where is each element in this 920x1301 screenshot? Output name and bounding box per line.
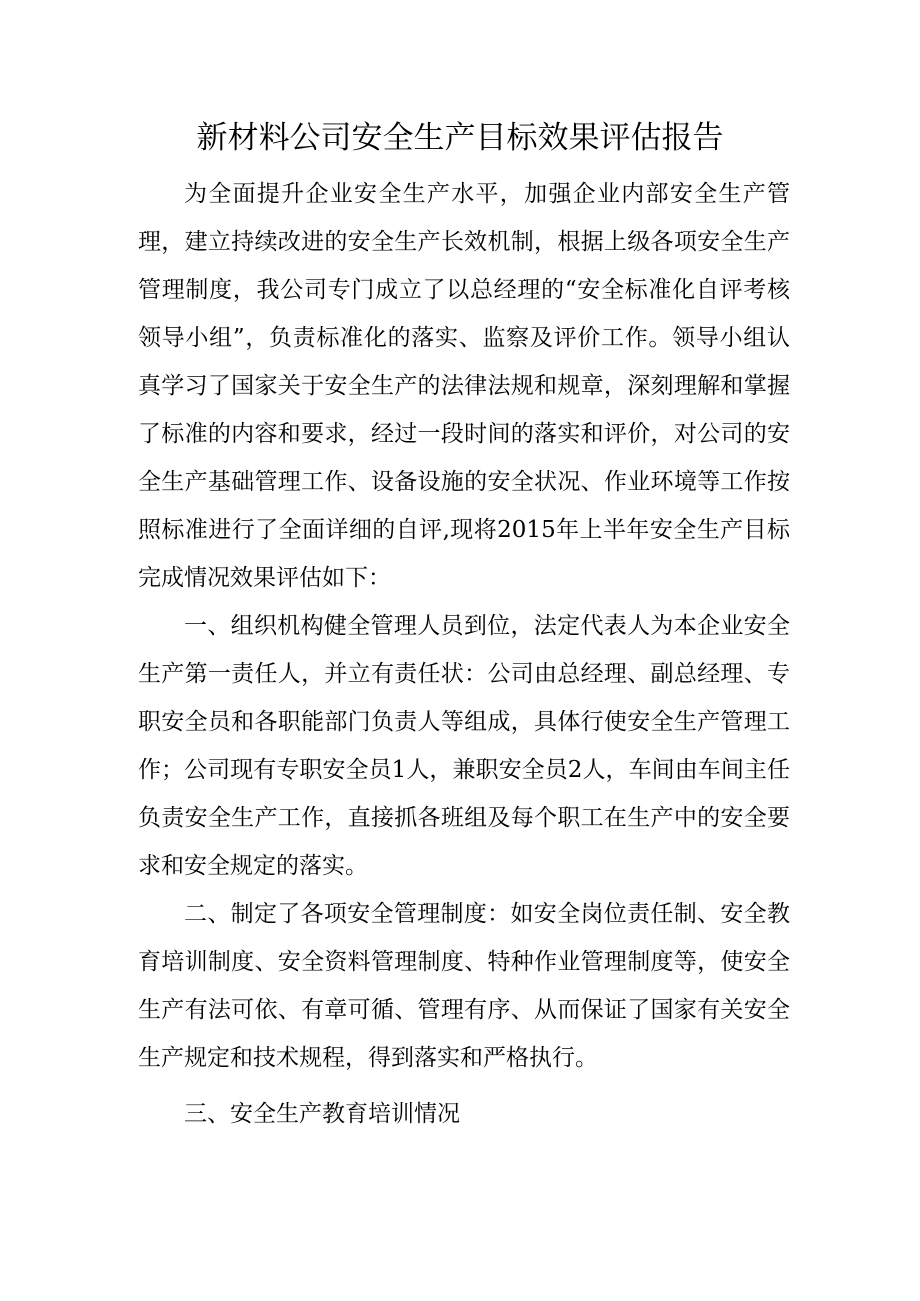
paragraph-text: 一、组织机构健全管理人员到位，法定代表人为本企业安全生产第一责任人，并立有责任状：公司由总经理、副总经理、专职安全员和各职能部门负责人等组成，具体行使安全生产管理工作；公司现有专职安全员1人，兼职安全员2人，车间由车间主任负责安全生产工作，直接抓各班组及每个职工在生产中的安全要求和安全规定的落实。	[138, 613, 790, 879]
section-three-heading	[138, 1090, 790, 1138]
intro-paragraph	[138, 170, 790, 602]
section-one-paragraph	[138, 602, 790, 890]
paragraph-text: 三、安全生产教育培训情况	[184, 1101, 460, 1127]
document-title: 新材料公司安全生产目标效果评估报告	[196, 120, 724, 156]
section-two-paragraph	[138, 890, 790, 1082]
paragraph-text: 二、制定了各项安全管理制度：如安全岗位责任制、安全教育培训制度、安全资料管理制度、特种作业管理制度等，使安全生产有法可依、有章可循、管理有序、从而保证了国家有关安全生产规定和技术规程，得到落实和严格执行。	[138, 901, 790, 1071]
paragraph-text: 为全面提升企业安全生产水平，加强企业内部安全生产管理，建立持续改进的安全生产长效机制，根据上级各项安全生产管理制度，我公司专门成立了以总经理的“安全标准化自评考核领导小组”，负责标准化的落实、监察及评价工作。领导小组认真学习了国家关于安全生产的法律法规和规章，深刻理解和掌握了标准的内容和要求，经过一段时间的落实和评价，对公司的安全生产基础管理工作、设备设施的安全状况、作业环境等工作按照标准进行了全面详细的自评,现将2015年上半年安全生产目标完成情况效果评估如下：	[138, 181, 790, 591]
